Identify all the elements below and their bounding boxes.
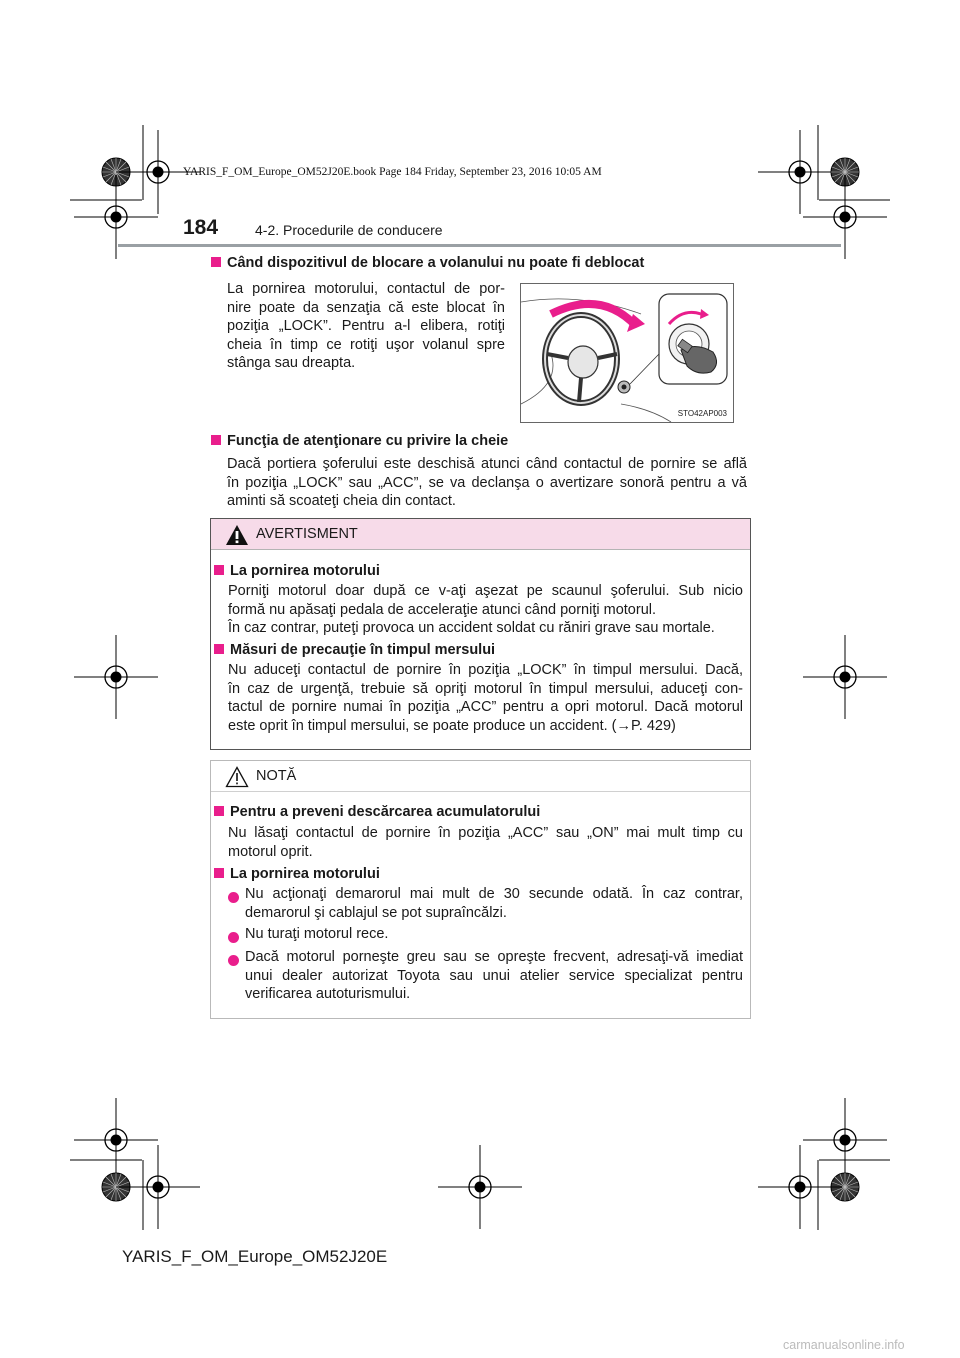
note-text-line: Dacă motorul porneşte greu sau se opreşte frecvent, adresaţi-vă imediat (245, 949, 743, 965)
note-title: NOTĂ (256, 768, 297, 784)
caution-triangle-icon (225, 766, 249, 788)
note-item-heading: La pornirea motorului (214, 866, 380, 882)
section-marker-icon (211, 257, 221, 267)
warning-item-text (228, 661, 743, 735)
lock-text-line: poziţia „LOCK”. Pentru a-l elibera, rotiţi (227, 318, 505, 334)
lock-text-line: stânga sau dreapta. (227, 355, 356, 371)
bullet-icon (228, 952, 245, 970)
section-marker-icon (214, 868, 224, 878)
warning-triangle-icon (225, 524, 249, 546)
reminder-text (227, 455, 747, 511)
bullet-icon (228, 929, 245, 947)
note-text-line: Nu turaţi motorul rece. (245, 926, 389, 942)
note-item-text (228, 824, 743, 861)
warning-text-line: În caz contrar, puteţi provoca un accident soldat cu răniri grave sau mortale. (228, 620, 715, 636)
section-marker-icon (211, 435, 221, 445)
lock-text (227, 280, 505, 373)
warning-text-line: este oprit în timpul mersului, se poate produce un accident. (→P. 429) (228, 717, 676, 734)
header-rule (118, 244, 841, 247)
figure-code: STO42AP003 (677, 409, 727, 418)
lock-text-line: cheia în timp ce rotiţi uşor volanul spre (227, 336, 505, 353)
note-text-line: unui dealer autorizat Toyota sau unui atelier service specializat pentru (245, 967, 743, 984)
warning-text-line: tactul de pornire numai în poziţia „ACC” pentru a opri motorul. Dacă motorul (228, 699, 743, 715)
note-text-line: verificarea autoturismului. (245, 986, 411, 1002)
lock-text-line: nire poate da senzaţia că este blocat în (227, 299, 505, 316)
watermark: carmanualsonline.info (783, 1338, 905, 1352)
note-text-line: motorul oprit. (228, 843, 313, 860)
steering-lock-illustration (520, 283, 734, 423)
section-title: 4-2. Procedurile de conducere (255, 222, 443, 238)
footer-doc-id: YARIS_F_OM_Europe_OM52J20E (122, 1247, 388, 1266)
note-text-line: Nu lăsaţi contactul de pornire în poziţia „ACC” sau „ON” mai mult timp cu (228, 825, 743, 841)
steering-wheel-key-illustration (521, 284, 733, 422)
reminder-heading: Funcţia de atenţionare cu privire la cheie (211, 433, 508, 449)
note-item-heading: Pentru a preveni descărcarea acumulatorului (214, 804, 540, 820)
warning-text-line: în caz de urgenţă, trebuie să opriţi motorul în timpul mersului, aduceţi con- (228, 680, 743, 697)
warning-title: AVERTISMENT (256, 526, 358, 542)
warning-text-line: formă nu apăsaţi pedala de acceleraţie atunci când porniţi motorul. (228, 601, 657, 618)
section-marker-icon (214, 806, 224, 816)
note-text-line: demarorul şi cablajul se pot supraîncălzi. (245, 904, 507, 921)
reminder-text-line: aminti să scoateţi cheia din contact. (227, 493, 456, 509)
warning-item-heading: La pornirea motorului (214, 563, 380, 579)
page-number: 184 (183, 216, 219, 239)
warning-item-heading: Măsuri de precauţie în timpul mersului (214, 642, 495, 658)
print-info: YARIS_F_OM_Europe_OM52J20E.book Page 184 Friday, September 23, 2016 10:05 AM (183, 166, 602, 178)
reminder-text-line: Dacă portiera şoferului este deschisă atunci când contactul de pornire se află (227, 456, 747, 472)
bullet-icon (228, 889, 245, 907)
warning-text-line: Nu aduceţi contactul de pornire în poziţia „LOCK” în timpul mersului. Dacă, (228, 662, 743, 678)
warning-item-text (228, 582, 743, 638)
section-marker-icon (214, 565, 224, 575)
warning-text-line: Porniţi motorul doar după ce v-aţi aşezat pe scaunul şoferului. Sub nicio (228, 583, 743, 599)
reminder-text-line: în poziţia „LOCK” sau „ACC”, se va declanşa o avertizare sonoră pentru a vă (227, 474, 747, 491)
lock-heading: Când dispozitivul de blocare a volanului nu poate fi deblocat (211, 255, 644, 271)
note-bullet-text (245, 925, 743, 944)
warning-box (210, 518, 751, 750)
note-bullet-text (245, 948, 743, 1004)
lock-text-line: La pornirea motorului, contactul de por- (227, 281, 505, 297)
note-bullet-text (245, 885, 743, 922)
note-box (210, 760, 751, 1019)
note-header (211, 761, 750, 792)
warning-header (211, 519, 750, 550)
note-text-line: Nu acţionaţi demarorul mai mult de 30 secunde odată. În caz contrar, (245, 886, 743, 902)
section-marker-icon (214, 644, 224, 654)
